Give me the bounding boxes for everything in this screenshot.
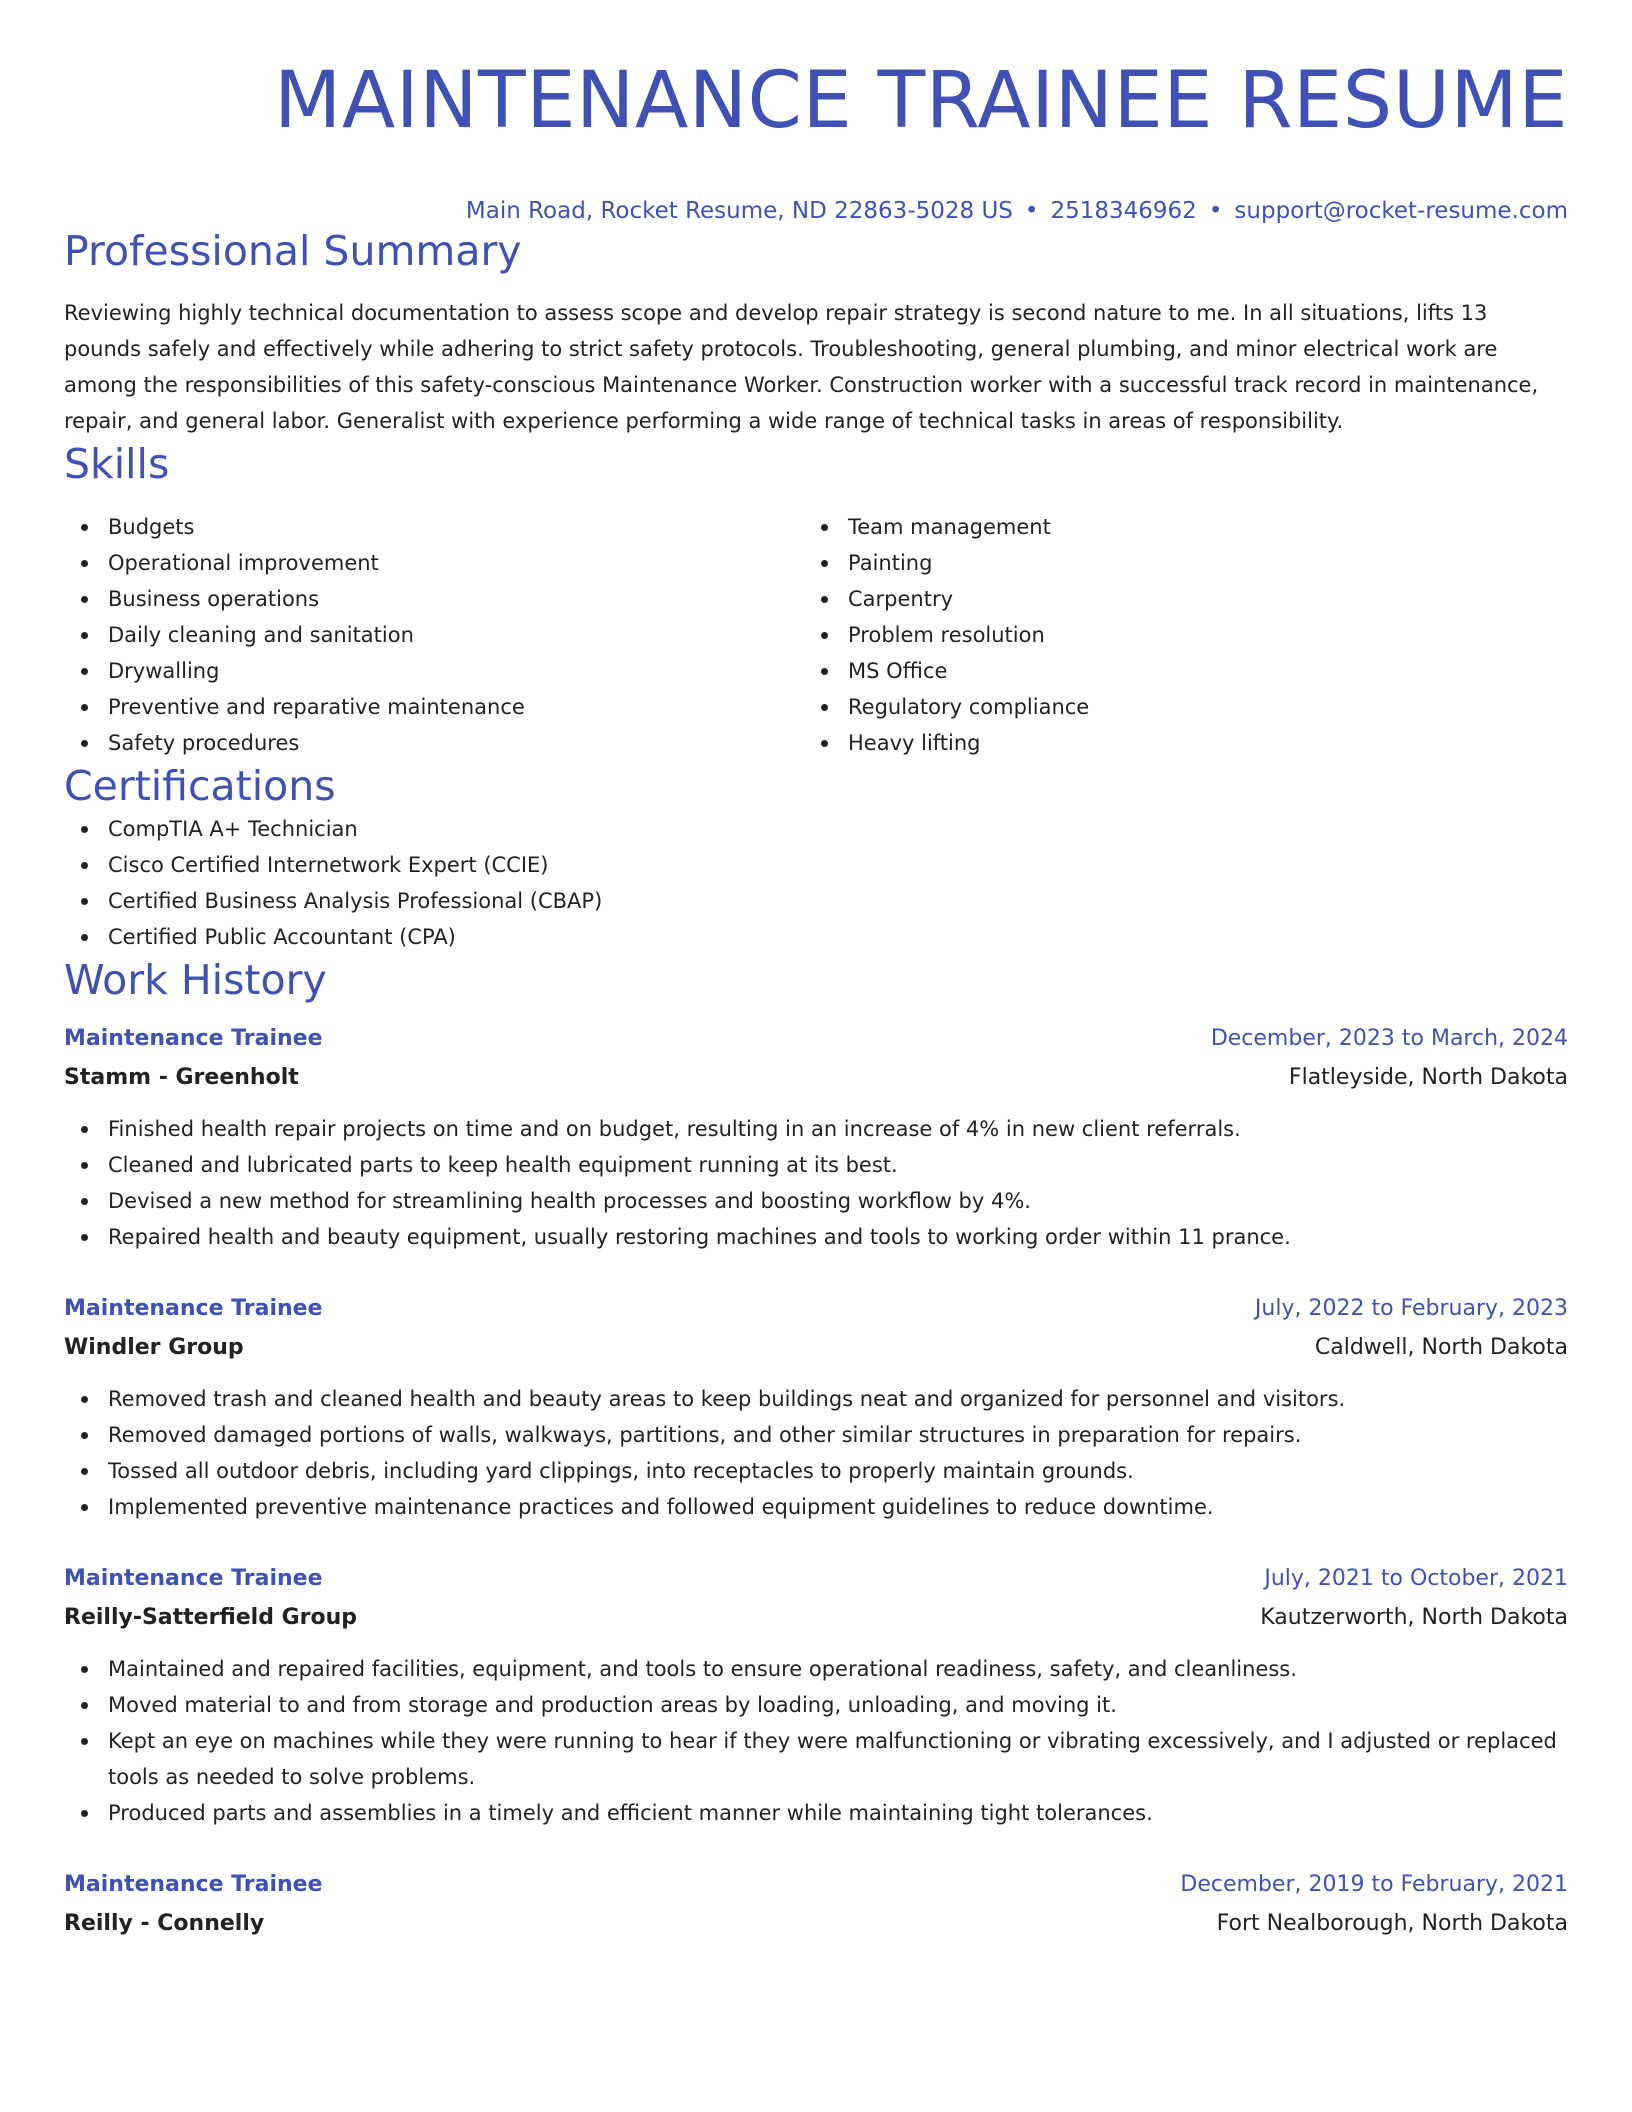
skill-item: Safety procedures	[108, 725, 804, 761]
skill-item: Painting	[848, 545, 1544, 581]
separator-dot: •	[1024, 198, 1039, 224]
job-duties-list	[64, 1381, 1568, 1525]
job-entry	[64, 1559, 1568, 1831]
skills-heading: Skills	[64, 440, 170, 488]
job-company-row	[64, 1599, 1568, 1637]
job-title: Maintenance Trainee	[64, 1872, 323, 1897]
job-title: Maintenance Trainee	[64, 1566, 323, 1591]
job-entry	[64, 1289, 1568, 1525]
job-title: Maintenance Trainee	[64, 1026, 323, 1051]
job-location: Fort Nealborough, North Dakota	[1216, 1911, 1568, 1936]
separator-dot: •	[1208, 198, 1223, 224]
job-dates: July, 2021 to October, 2021	[1264, 1566, 1568, 1591]
job-company-row	[64, 1059, 1568, 1097]
phone-text: 2518346962	[1050, 198, 1197, 224]
job-company-row	[64, 1905, 1568, 1943]
skill-item: Carpentry	[848, 581, 1544, 617]
job-duty-item: Maintained and repaired facilities, equipment, and tools to ensure operational readiness, safety, and cleanliness.	[108, 1651, 1568, 1687]
job-duties-list	[64, 1651, 1568, 1831]
job-dates: December, 2019 to February, 2021	[1180, 1872, 1568, 1897]
address-text: Main Road, Rocket Resume, ND 22863-5028 US	[465, 198, 1013, 224]
skill-item: Regulatory compliance	[848, 689, 1544, 725]
job-header-row	[64, 1289, 1568, 1329]
job-duty-item: Tossed all outdoor debris, including yard clippings, into receptacles to properly maintain grounds.	[108, 1453, 1568, 1489]
certifications-heading: Certifications	[64, 762, 336, 810]
job-duty-item: Devised a new method for streamlining health processes and boosting workflow by 4%.	[108, 1183, 1568, 1219]
job-dates: December, 2023 to March, 2024	[1210, 1026, 1568, 1051]
job-title: Maintenance Trainee	[64, 1296, 323, 1321]
skills-list-left	[64, 509, 804, 761]
skill-item: Heavy lifting	[848, 725, 1544, 761]
skills-column-right	[804, 509, 1544, 761]
resume-title: MAINTENANCE TRAINEE RESUME	[274, 56, 1568, 146]
skill-item: Operational improvement	[108, 545, 804, 581]
job-duty-item: Removed damaged portions of walls, walkways, partitions, and other similar structures in preparation for repairs.	[108, 1417, 1568, 1453]
skill-item: Budgets	[108, 509, 804, 545]
job-header-row	[64, 1559, 1568, 1599]
job-duty-item: Produced parts and assemblies in a timely and efficient manner while maintaining tight tolerances.	[108, 1795, 1568, 1831]
job-duty-item: Kept an eye on machines while they were running to hear if they were malfunctioning or vibrating excessively, and I adjusted or replaced tools as needed to solve problems.	[108, 1723, 1568, 1795]
job-dates: July, 2022 to February, 2023	[1254, 1296, 1568, 1321]
job-location: Flatleyside, North Dakota	[1288, 1065, 1568, 1090]
certification-item: Certified Business Analysis Professional (CBAP)	[108, 883, 1568, 919]
skill-item: Daily cleaning and sanitation	[108, 617, 804, 653]
work-history-heading: Work History	[64, 956, 327, 1004]
skill-item: Problem resolution	[848, 617, 1544, 653]
job-duty-item: Implemented preventive maintenance practices and followed equipment guidelines to reduce downtime.	[108, 1489, 1568, 1525]
skill-item: Team management	[848, 509, 1544, 545]
summary-text: Reviewing highly technical documentation to assess scope and develop repair strategy is second nature to me. In all situations, lifts 13 pounds safely and effectively while adhering to strict safety protocols. Troubleshooting, general plumbing, and minor electrical work are among the responsibilities of this safety-conscious Maintenance Worker. Construction worker with a successful track record in maintenance, repair, and general labor. Generalist with experience performing a wide range of technical tasks in areas of responsibility.	[64, 301, 1539, 433]
certifications-list	[64, 811, 1568, 955]
skill-item: Drywalling	[108, 653, 804, 689]
job-header-row	[64, 1019, 1568, 1059]
email-link[interactable]: support@rocket-resume.com	[1234, 198, 1568, 224]
skill-item: Business operations	[108, 581, 804, 617]
job-company: Windler Group	[64, 1335, 244, 1360]
job-duty-item: Cleaned and lubricated parts to keep health equipment running at its best.	[108, 1147, 1568, 1183]
summary-heading: Professional Summary	[64, 227, 522, 275]
job-duties-list	[64, 1111, 1568, 1255]
job-company: Reilly - Connelly	[64, 1911, 265, 1936]
job-entry	[64, 1865, 1568, 1943]
job-location: Caldwell, North Dakota	[1314, 1335, 1568, 1360]
job-duty-item: Repaired health and beauty equipment, usually restoring machines and tools to working order within 11 prance.	[108, 1219, 1568, 1255]
certification-item: Certified Public Accountant (CPA)	[108, 919, 1568, 955]
job-header-row	[64, 1865, 1568, 1905]
certification-item: CompTIA A+ Technician	[108, 811, 1568, 847]
contact-line	[64, 196, 1568, 226]
job-company: Stamm - Greenholt	[64, 1065, 299, 1090]
job-company-row	[64, 1329, 1568, 1367]
skill-item: Preventive and reparative maintenance	[108, 689, 804, 725]
skills-list-right	[804, 509, 1544, 761]
certification-item: Cisco Certified Internetwork Expert (CCIE)	[108, 847, 1568, 883]
job-entry	[64, 1019, 1568, 1255]
skills-column-left	[64, 509, 804, 761]
job-duty-item: Moved material to and from storage and production areas by loading, unloading, and moving it.	[108, 1687, 1568, 1723]
job-company: Reilly-Satterfield Group	[64, 1605, 358, 1630]
job-location: Kautzerworth, North Dakota	[1260, 1605, 1568, 1630]
job-duty-item: Removed trash and cleaned health and beauty areas to keep buildings neat and organized for personnel and visitors.	[108, 1381, 1568, 1417]
job-duty-item: Finished health repair projects on time and on budget, resulting in an increase of 4% in new client referrals.	[108, 1111, 1568, 1147]
skill-item: MS Office	[848, 653, 1544, 689]
skills-grid	[64, 509, 1568, 761]
